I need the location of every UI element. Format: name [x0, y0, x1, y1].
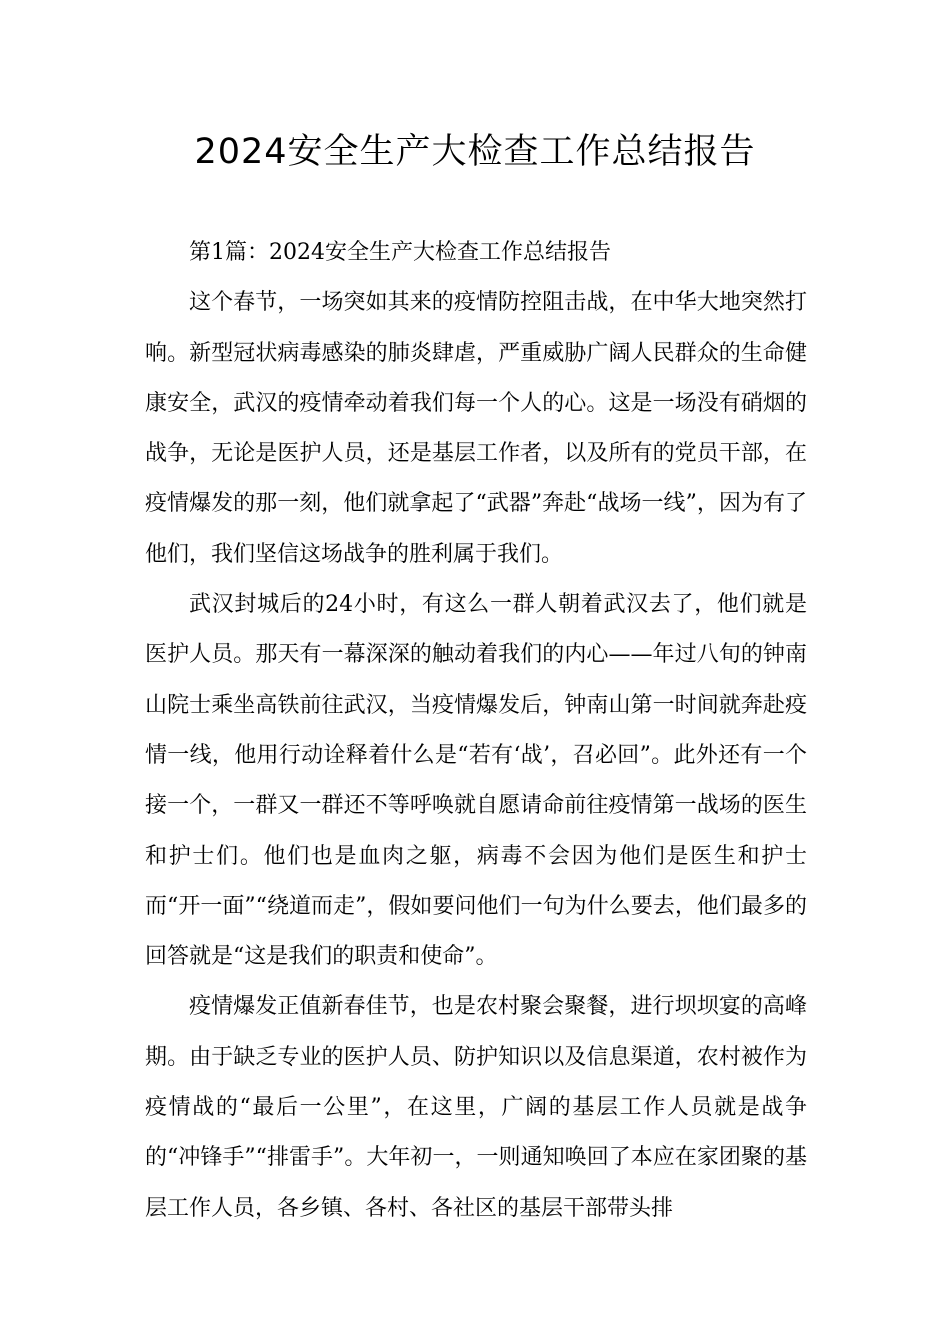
document-body [145, 228, 807, 1234]
document-title: 2024安全生产大检查工作总结报告 [194, 132, 756, 172]
paragraph: 疫情爆发正值新春佳节，也是农村聚会聚餐，进行坝坝宴的高峰期。由于缺乏专业的医护人员、防护知识以及信息渠道，农村被作为疫情战的“最后一公里”，在这里，广阔的基层工作人员就是战争的“冲锋手”“排雷手”。大年初一，一则通知唤回了本应在家团聚的基层工作人员，各乡镇、各村、各社区的基层干部带头排 [145, 994, 807, 1221]
paragraph: 武汉封城后的24小时，有这么一群人朝着武汉去了，他们就是医护人员。那天有一幕深深的触动着我们的内心——年过八旬的钟南山院士乘坐高铁前往武汉，当疫情爆发后，钟南山第一时间就奔赴疫情一线，他用行动诠释着什么是“若有‘战’，召必回”。此外还有一个接一个，一群又一群还不等呼唤就自愿请命前往疫情第一战场的医生和护士们。他们也是血肉之躯，病毒不会因为他们是医生和护士而“开一面”“绕道而走”，假如要问他们一句为什么要去，他们最多的回答就是“这是我们的职责和使命”。 [145, 592, 807, 970]
subheading: 第1篇：2024安全生产大检查工作总结报告 [189, 240, 611, 265]
paragraph: 这个春节，一场突如其来的疫情防控阻击战，在中华大地突然打响。新型冠状病毒感染的肺炎肆虐，严重威胁广阔人民群众的生命健康安全，武汉的疫情牵动着我们每一个人的心。这是一场没有硝烟的战争，无论是医护人员，还是基层工作者，以及所有的党员干部，在疫情爆发的那一刻，他们就拿起了“武器”奔赴“战场一线”，因为有了他们，我们坚信这场战争的胜利属于我们。 [145, 290, 807, 567]
